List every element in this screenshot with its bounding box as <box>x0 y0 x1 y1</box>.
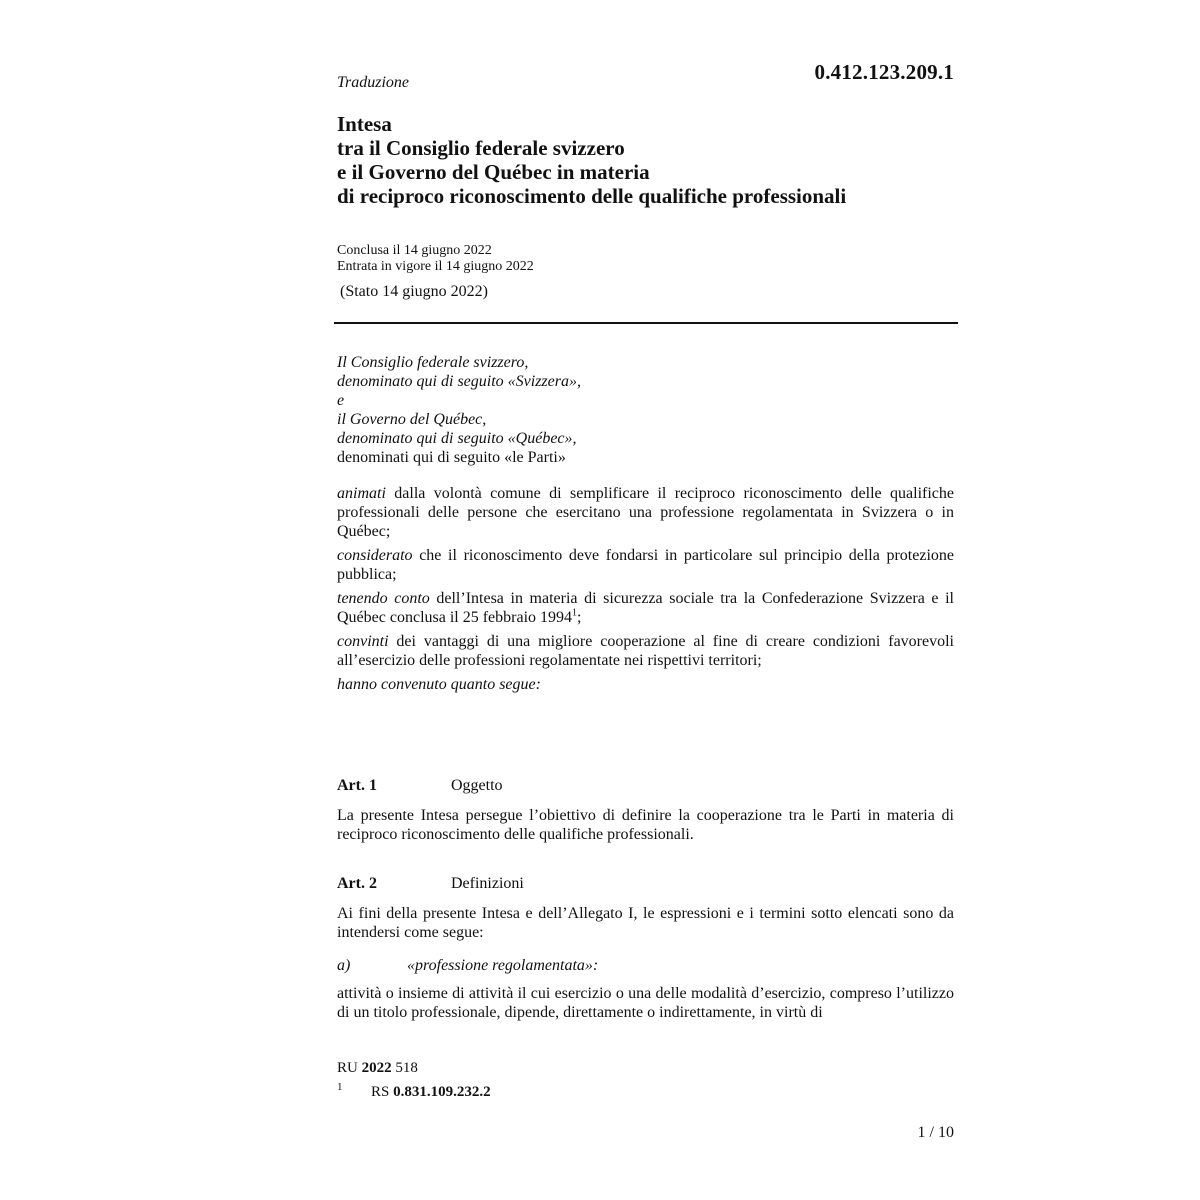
article-1-heading <box>337 777 954 795</box>
party-line: Il Consiglio federale svizzero, <box>337 354 529 371</box>
status-date: (Stato 14 giugno 2022) <box>340 283 488 300</box>
definition-item <box>337 956 954 975</box>
ru-year: 2022 <box>361 1060 392 1076</box>
party-line: il Governo del Québec, <box>337 411 487 428</box>
document-meta <box>337 243 534 275</box>
preamble-paragraph <box>337 546 954 584</box>
footnote-reference[interactable]: 1 <box>572 607 578 619</box>
footnote-prefix: RS <box>371 1084 390 1100</box>
title-line: tra il Consiglio federale svizzero <box>337 136 625 160</box>
sr-number: 0.412.123.209.1 <box>814 60 954 84</box>
preamble-paragraph <box>337 632 954 670</box>
ru-page: 518 <box>395 1060 418 1076</box>
article-title: Definizioni <box>451 875 524 892</box>
page-number: 1 / 10 <box>917 1124 954 1141</box>
concluded-date: Conclusa il 14 giugno 2022 <box>337 243 492 258</box>
party-line: denominati qui di seguito «le Parti» <box>337 449 566 466</box>
preamble-tail: ; <box>577 609 582 626</box>
title-line: Intesa <box>337 112 392 136</box>
title-line: e il Governo del Québec in materia <box>337 160 650 184</box>
definition-letter: a) <box>337 957 351 974</box>
preamble <box>337 484 954 699</box>
preamble-text: che il riconoscimento deve fondarsi in particolare sul principio della protezione pubblica; <box>337 547 954 583</box>
preamble-lead: animati <box>337 485 386 502</box>
footnote <box>337 1078 491 1102</box>
preamble-text: dell’Intesa in materia di sicurezza sociale tra la Confederazione Svizzera e il Québec conclusa il 25 febbraio 1994 <box>337 590 954 626</box>
article-number: Art. 2 <box>337 875 377 892</box>
party-line: e <box>337 392 345 409</box>
article-2-body: Ai fini della presente Intesa e dell’Allegato I, le espressioni e i termini sotto elencati sono da intendersi come segue: <box>337 905 954 941</box>
footnote-link[interactable]: 0.831.109.232.2 <box>393 1084 491 1100</box>
preamble-lead: considerato <box>337 547 413 564</box>
party-line: denominato qui di seguito «Québec», <box>337 430 577 447</box>
closing-formula: hanno convenuto quanto segue: <box>337 676 541 693</box>
parties-block <box>337 353 954 467</box>
article-1-body: La presente Intesa persegue l’obiettivo di definire la cooperazione tra le Parti in materia di reciproco riconoscimento delle qualifiche professionali. <box>337 807 954 843</box>
preamble-text: dei vantaggi di una migliore cooperazione al fine di creare condizioni favorevoli all’esercizio delle professioni regolamentate nei rispettivi territori; <box>337 633 954 669</box>
document-title <box>337 112 957 208</box>
entry-into-force-date: Entrata in vigore il 14 giugno 2022 <box>337 259 534 274</box>
page-footer <box>337 1059 491 1102</box>
header-divider <box>334 322 958 324</box>
article-title: Oggetto <box>451 777 503 794</box>
preamble-paragraph <box>337 589 954 627</box>
ru-prefix: RU <box>337 1060 358 1076</box>
title-line: di reciproco riconoscimento delle qualifiche professionali <box>337 184 847 208</box>
document-page <box>337 0 954 1200</box>
preamble-paragraph <box>337 484 954 541</box>
definition-term: «professione regolamentata»: <box>407 957 599 974</box>
article-2-heading <box>337 875 954 893</box>
article-number: Art. 1 <box>337 777 377 794</box>
translation-label: Traduzione <box>337 74 410 91</box>
preamble-lead: convinti <box>337 633 389 650</box>
preamble-lead: tenendo conto <box>337 590 430 607</box>
footnote-number: 1 <box>337 1081 343 1093</box>
party-line: denominato qui di seguito «Svizzera», <box>337 373 581 390</box>
preamble-text: dalla volontà comune di semplificare il reciproco riconoscimento delle qualifiche professionali delle persone che esercitano una professione regolamentata in Svizzera o in Québec; <box>337 485 954 540</box>
ru-reference <box>337 1059 491 1078</box>
definition-text: attività o insieme di attività il cui esercizio o una delle modalità d’esercizio, compreso l’utilizzo di un titolo professionale, dipende, direttamente o indirettamente, in virtù di <box>337 985 954 1021</box>
